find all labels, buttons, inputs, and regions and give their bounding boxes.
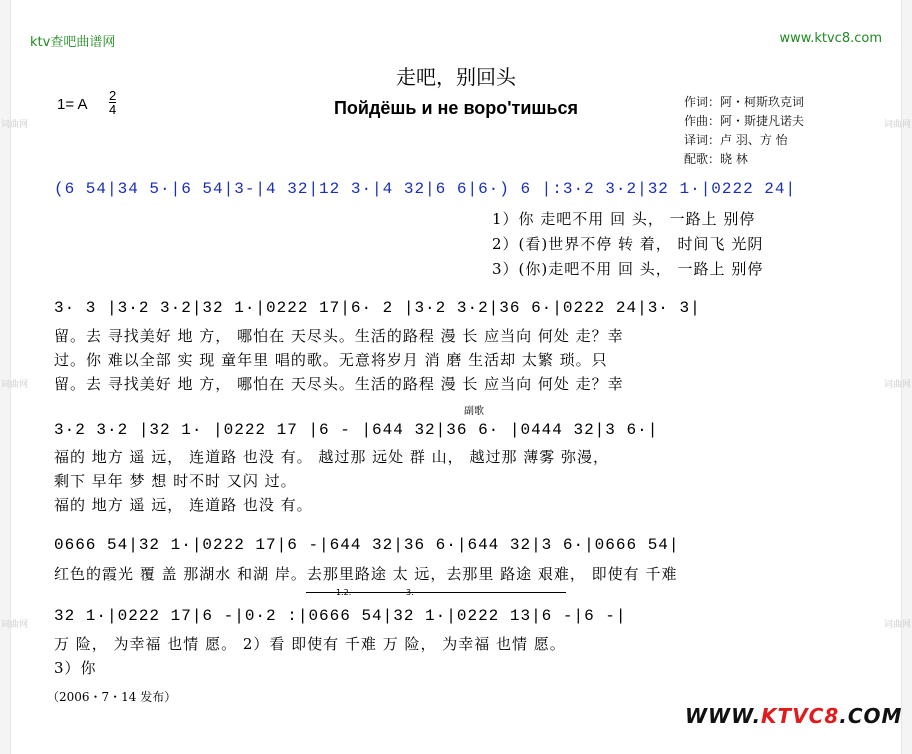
logo-prefix: WWW. [685,704,762,728]
chorus-label: 副歌 [464,406,484,417]
credits-block [684,93,804,169]
lyric-line-2-verse-1: 留。去 寻找美好 地 方， 哪怕在 天尽头。生活的路程 漫 长 应当向 何处 走？幸 [54,327,624,345]
volta-bracket-first: 1.2. [306,592,396,599]
logo-suffix: .COM [839,704,903,728]
release-date: （2006・7・14 发布） [47,690,177,704]
volta-bracket-third: 3. [376,592,566,599]
credit-lyricist: 作词：阿・柯斯玖克词 [684,95,805,109]
logo-brand: KTVC8 [761,704,840,728]
notation-line-3: 3·2 3·2 |32 1· |0222 17 |6 - |644 32|36 6· |0444 32|3 6·| [54,421,659,439]
side-watermark: 词曲网 [1,620,29,630]
meter-denominator: 4 [109,102,117,117]
lyric-line-2-verse-2: 过。你 难以全部 实 现 童年里 唱的歌。无意将岁月 消 磨 生活却 太繁 琐。只 [54,351,608,369]
notation-line-5: 32 1·|0222 17|6 -|0·2 :|0666 54|32 1·|0222 13|6 -|6 -| [54,607,627,625]
lyric-line-1-verse-1: 1）你 走吧不用 回 头， 一路上 别停 [492,210,756,228]
credit-translator: 译词：卢 羽、方 怡 [684,133,788,147]
side-watermark: 词曲网 [1,380,29,390]
site-url-link[interactable]: www.ktvc8.com [779,31,882,46]
lyric-line-2-verse-3: 留。去 寻找美好 地 方， 哪怕在 天尽头。生活的路程 漫 长 应当向 何处 走？幸 [54,375,624,393]
lyric-line-1-verse-3: 3）(你)走吧不用 回 头， 一路上 别停 [492,260,764,278]
side-watermark: 词曲网 [883,380,911,390]
time-signature [109,89,116,116]
credit-arranger: 配歌：晓 林 [684,152,748,166]
notation-line-1: (6 54|34 5·|6 54|3-|4 32|12 3·|4 32|6 6|6·) 6 |:3·2 3·2|32 1·|0222 24| [54,180,797,198]
meter-numerator: 2 [109,88,117,103]
song-title-russian: Пойдёшь и не воро'тишься [333,98,578,118]
lyric-line-5-verse-2: 3）你 [54,659,97,677]
side-watermark: 词曲网 [1,120,29,130]
notation-line-2: 3· 3 |3·2 3·2|32 1·|0222 17|6· 2 |3·2 3·2|36 6·|0222 24|3· 3| [54,299,701,317]
side-watermark: 词曲网 [883,620,911,630]
song-title-chinese: 走吧，别回头 [396,65,516,89]
lyric-line-4-verse-1: 红色的霞光 覆 盖 那湖水 和湖 岸。去那里路途 太 远，去那里 路途 艰难， 即使有 千难 [54,565,678,583]
side-watermark: 词曲网 [883,120,911,130]
site-name-link[interactable]: ktv查吧曲谱网 [30,35,116,50]
notation-line-4: 0666 54|32 1·|0222 17|6 -|644 32|36 6·|644 32|3 6·|0666 54| [54,536,680,554]
lyric-line-3-verse-3: 福的 地方 遥 远， 连道路 也没 有。 [54,496,313,514]
site-logo [685,704,902,728]
lyric-line-5-verse-1: 万 险， 为幸福 也情 愿。 2）看 即使有 千难 万 险， 为幸福 也情 愿。 [54,635,566,653]
lyric-line-3-verse-1: 福的 地方 遥 远， 连道路 也没 有。 越过那 远处 群 山， 越过那 薄雾 弥漫， [54,448,609,466]
lyric-line-1-verse-2: 2）(看)世界不停 转 着， 时间飞 光阴 [492,235,764,253]
key-signature: 1= A [57,96,88,113]
credit-composer: 作曲：阿・斯捷凡诺夫 [684,114,805,128]
lyric-line-3-verse-2: 剩下 早年 梦 想 时不时 又闪 过。 [54,472,297,490]
